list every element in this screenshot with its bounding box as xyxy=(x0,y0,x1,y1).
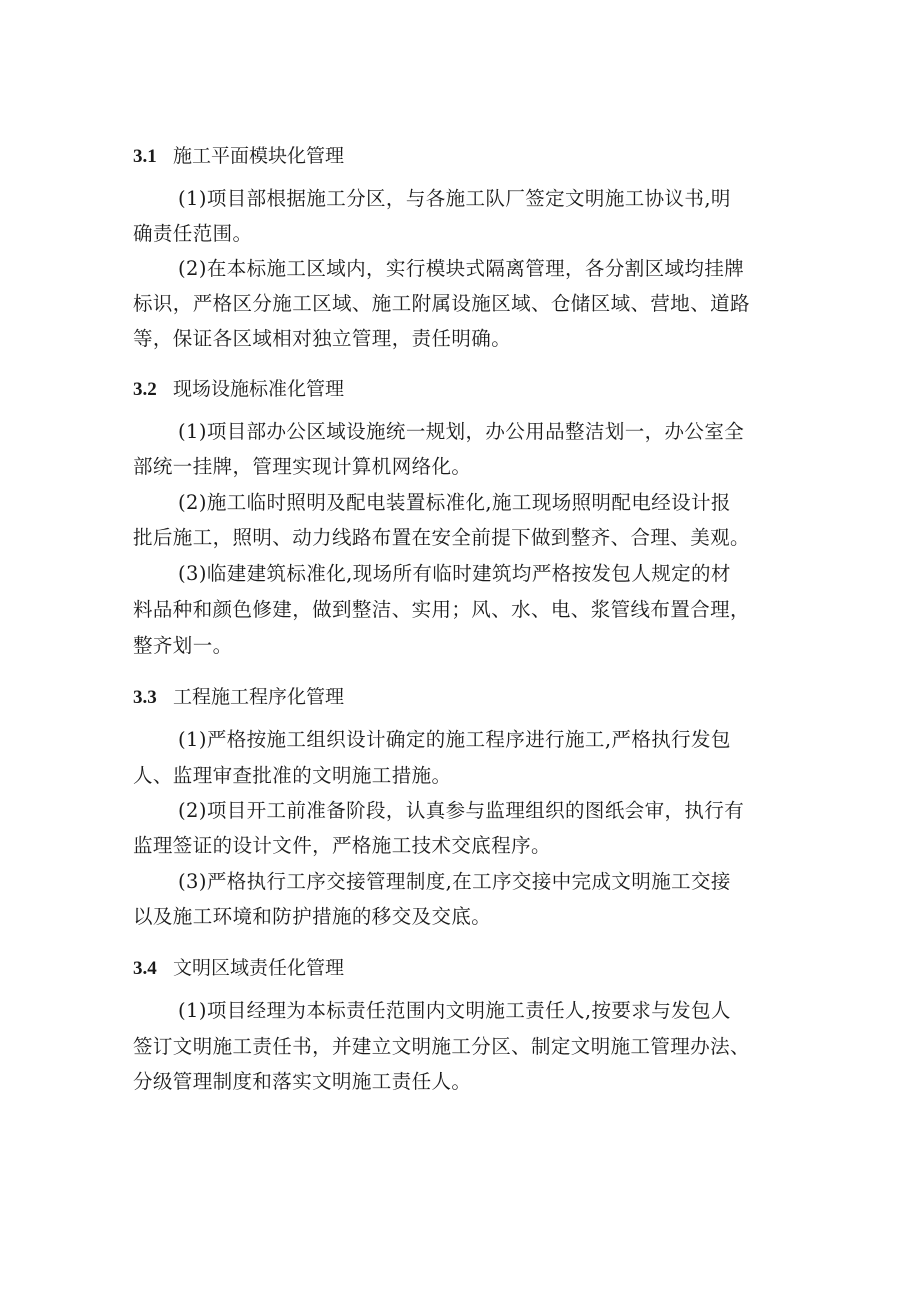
section-title: 工程施工程序化管理 xyxy=(173,686,345,708)
section-heading-3-2 xyxy=(133,376,344,403)
section-heading-3-3 xyxy=(133,684,344,711)
paragraph-line: 确责任范围。 xyxy=(133,222,253,245)
section-heading-3-4 xyxy=(133,955,344,982)
paragraph-line: 分级管理制度和落实文明施工责任人。 xyxy=(133,1070,472,1093)
paragraph-line: (2)在本标施工区域内，实行模块式隔离管理，各分割区域均挂牌 xyxy=(178,257,745,280)
paragraph-line: 整齐划一。 xyxy=(133,634,233,657)
paragraph-line: 监理签证的设计文件，严格施工技术交底程序。 xyxy=(133,834,551,857)
paragraph-line: (1)项目经理为本标责任范围内文明施工责任人,按要求与发包人 xyxy=(178,999,731,1022)
paragraph-line: 以及施工环境和防护措施的移交及交底。 xyxy=(133,905,492,928)
section-title: 施工平面模块化管理 xyxy=(173,145,345,167)
paragraph-line: 等，保证各区域相对独立管理，责任明确。 xyxy=(133,327,512,350)
section-title: 现场设施标准化管理 xyxy=(173,378,345,400)
section-title: 文明区域责任化管理 xyxy=(173,957,345,979)
paragraph-line: 签订文明施工责任书，并建立文明施工分区、制定文明施工管理办法、 xyxy=(133,1035,750,1058)
section-number: 3.4 xyxy=(133,958,157,979)
paragraph-line: 人、监理审查批准的文明施工措施。 xyxy=(133,764,452,787)
paragraph-line: (2)施工临时照明及配电装置标准化,施工现场照明配电经设计报 xyxy=(178,491,731,514)
paragraph-line: 标识，严格区分施工区域、施工附属设施区域、仓储区域、营地、道路 xyxy=(133,292,750,315)
paragraph-line: (1)项目部办公区域设施统一规划，办公用品整洁划一，办公室全 xyxy=(178,420,745,443)
paragraph-line: (3)临建建筑标准化,现场所有临时建筑均严格按发包人规定的材 xyxy=(178,562,731,585)
section-number: 3.1 xyxy=(133,146,157,167)
paragraph-line: 部统一挂牌，管理实现计算机网络化。 xyxy=(133,455,472,478)
paragraph-line: (1)项目部根据施工分区，与各施工队厂签定文明施工协议书,明 xyxy=(178,187,731,210)
section-number: 3.2 xyxy=(133,379,157,400)
paragraph-line: 批后施工，照明、动力线路布置在安全前提下做到整齐、合理、美观。 xyxy=(133,526,750,549)
paragraph-line: 料品种和颜色修建，做到整洁、实用；风、水、电、浆管线布置合理， xyxy=(133,598,750,621)
section-heading-3-1 xyxy=(133,143,344,170)
paragraph-line: (3)严格执行工序交接管理制度,在工序交接中完成文明施工交接 xyxy=(178,870,731,893)
section-number: 3.3 xyxy=(133,687,157,708)
paragraph-line: (2)项目开工前准备阶段，认真参与监理组织的图纸会审，执行有 xyxy=(178,799,745,822)
paragraph-line: (1)严格按施工组织设计确定的施工程序进行施工,严格执行发包 xyxy=(178,728,731,751)
